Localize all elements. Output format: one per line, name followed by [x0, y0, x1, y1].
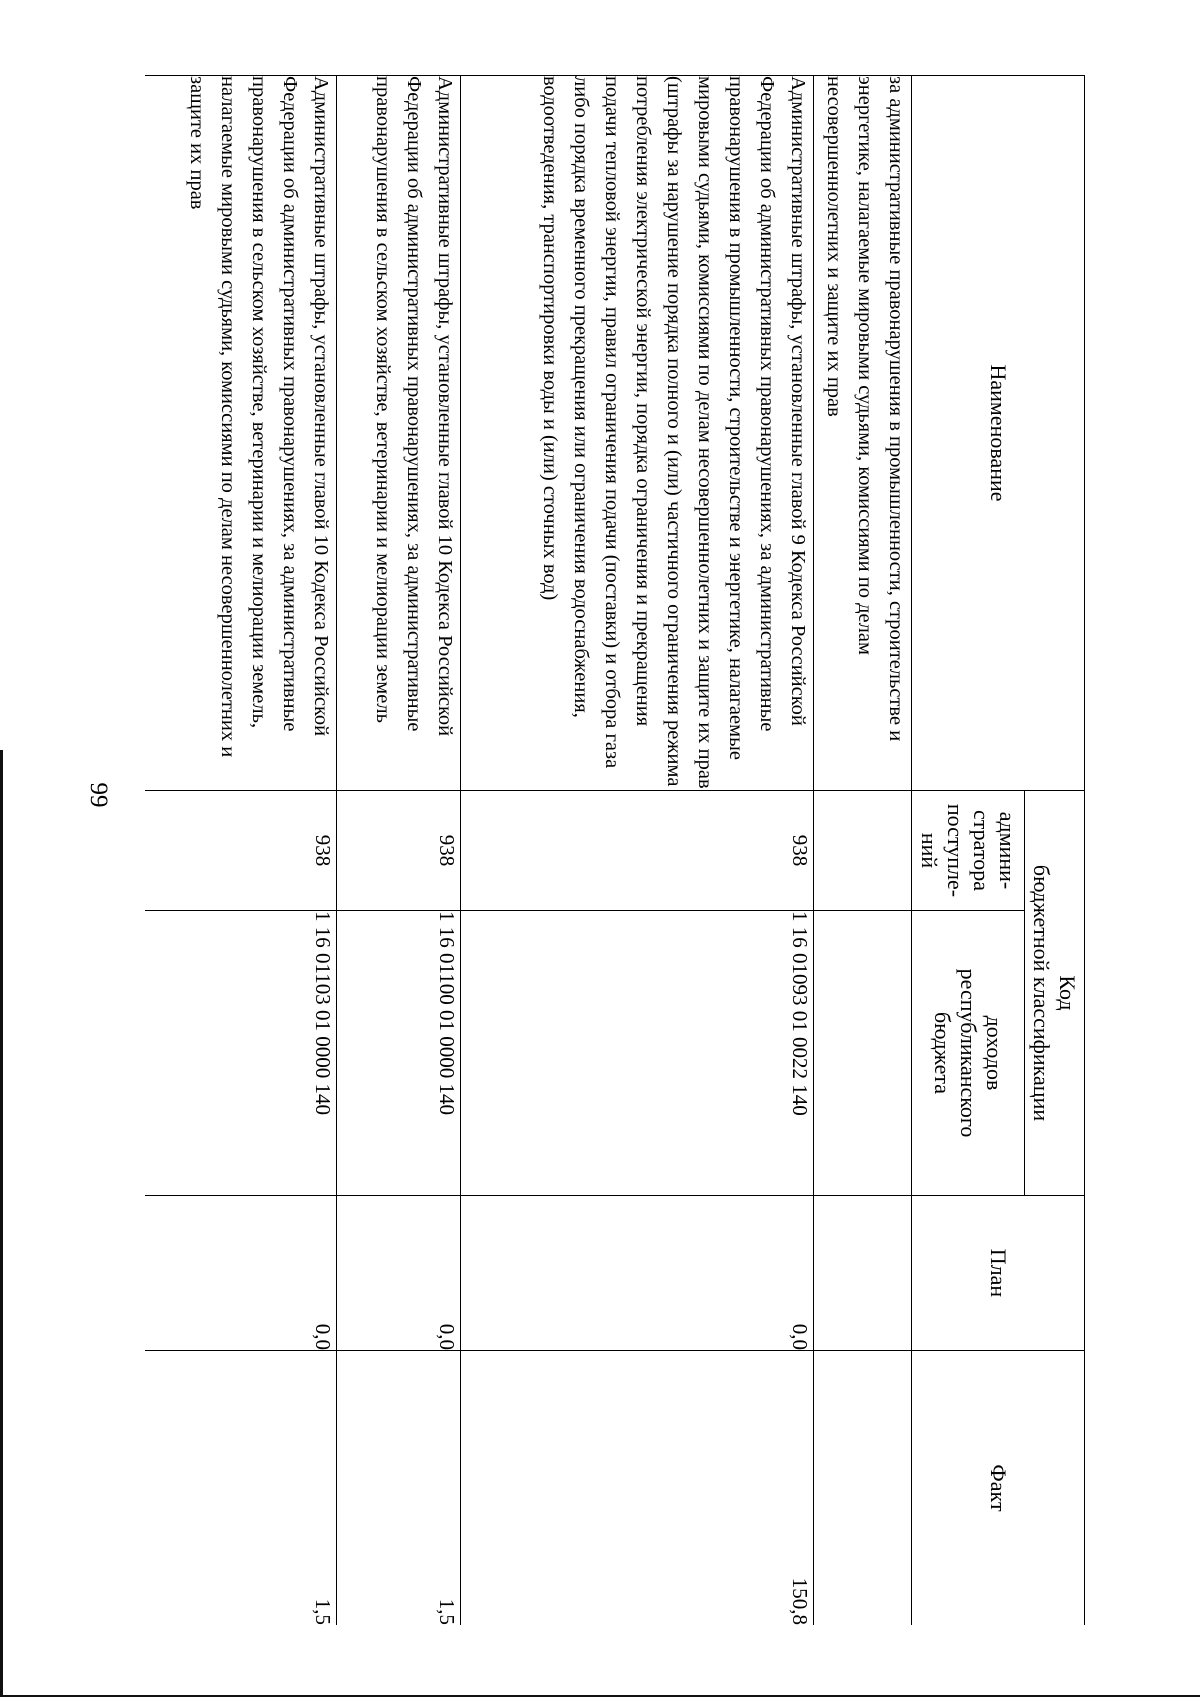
budget-table: [145, 75, 1085, 1625]
row-fact: 150,8: [461, 1351, 814, 1626]
row-admin: 938: [145, 791, 337, 911]
row-name: Административные штрафы, установленные главой 10 Кодекса Российской Федерации об административных правонарушениях, за административные правонарушения в сельском хозяйстве, ветеринарии и мелиорации земель: [337, 76, 461, 791]
row-plan: 0,0: [337, 1196, 461, 1351]
table-row: [461, 76, 814, 1626]
row-code: [814, 911, 912, 1196]
page-number: 99: [85, 782, 112, 808]
row-code: 1 16 01103 01 0000 140: [145, 911, 337, 1196]
table-row: [814, 76, 912, 1626]
row-code: 1 16 01100 01 0000 140: [337, 911, 461, 1196]
row-fact: 1,5: [337, 1351, 461, 1626]
table-row: [145, 76, 337, 1626]
row-admin: [814, 791, 912, 911]
header-admin: админи- стратора поступле- ний: [912, 791, 1025, 911]
row-name: Административные штрафы, установленные главой 10 Кодекса Российской Федерации об административных правонарушениях, за административные правонарушения в сельском хозяйстве, ветеринарии и мелиорации земель, налагаемые мировыми судьями, комиссиями по делам несовершеннолетних и защите их прав: [145, 76, 337, 791]
header-income: доходов республиканского бюджета: [912, 911, 1025, 1196]
row-name: за административные правонарушения в промышленности, строительстве и энергетике, налагаемые мировыми судьями, комиссиями по делам несовершеннолетних и защите их прав: [814, 76, 912, 791]
row-plan: [814, 1196, 912, 1351]
row-name: Административные штрафы, установленные главой 9 Кодекса Российской Федерации об административных правонарушениях, за административные правонарушения в промышленности, строительстве и энергетике, налагаемые мировыми судьями, комиссиями по делам несовершеннолетних и защите их прав (штрафы за нарушение порядка полного и (или) частичного ограничения режима потребления электрической энергии, порядка ограничения и прекращения подачи тепловой энергии, правил ограничения подачи (поставки) и отбора газа либо порядка временного прекращения или ограничения водоснабжения, водоотведения, транспортировки воды и (или) сточных вод): [461, 76, 814, 791]
header-code-group: Код бюджетной классификации: [1025, 791, 1085, 1196]
row-plan: 0,0: [461, 1196, 814, 1351]
rotated-table-frame: [145, 75, 1085, 1625]
row-admin: 938: [461, 791, 814, 911]
table-row: [337, 76, 461, 1626]
row-code: 1 16 01093 01 0022 140: [461, 911, 814, 1196]
header-plan: План: [912, 1196, 1085, 1351]
header-name: Наименование: [912, 76, 1085, 791]
row-fact: [814, 1351, 912, 1626]
row-fact: 1,5: [145, 1351, 337, 1626]
rotated-table-content: [145, 75, 1085, 1625]
row-admin: 938: [337, 791, 461, 911]
header-fact: Факт: [912, 1351, 1085, 1626]
scan-edge-left: [0, 750, 3, 1697]
row-plan: 0,0: [145, 1196, 337, 1351]
